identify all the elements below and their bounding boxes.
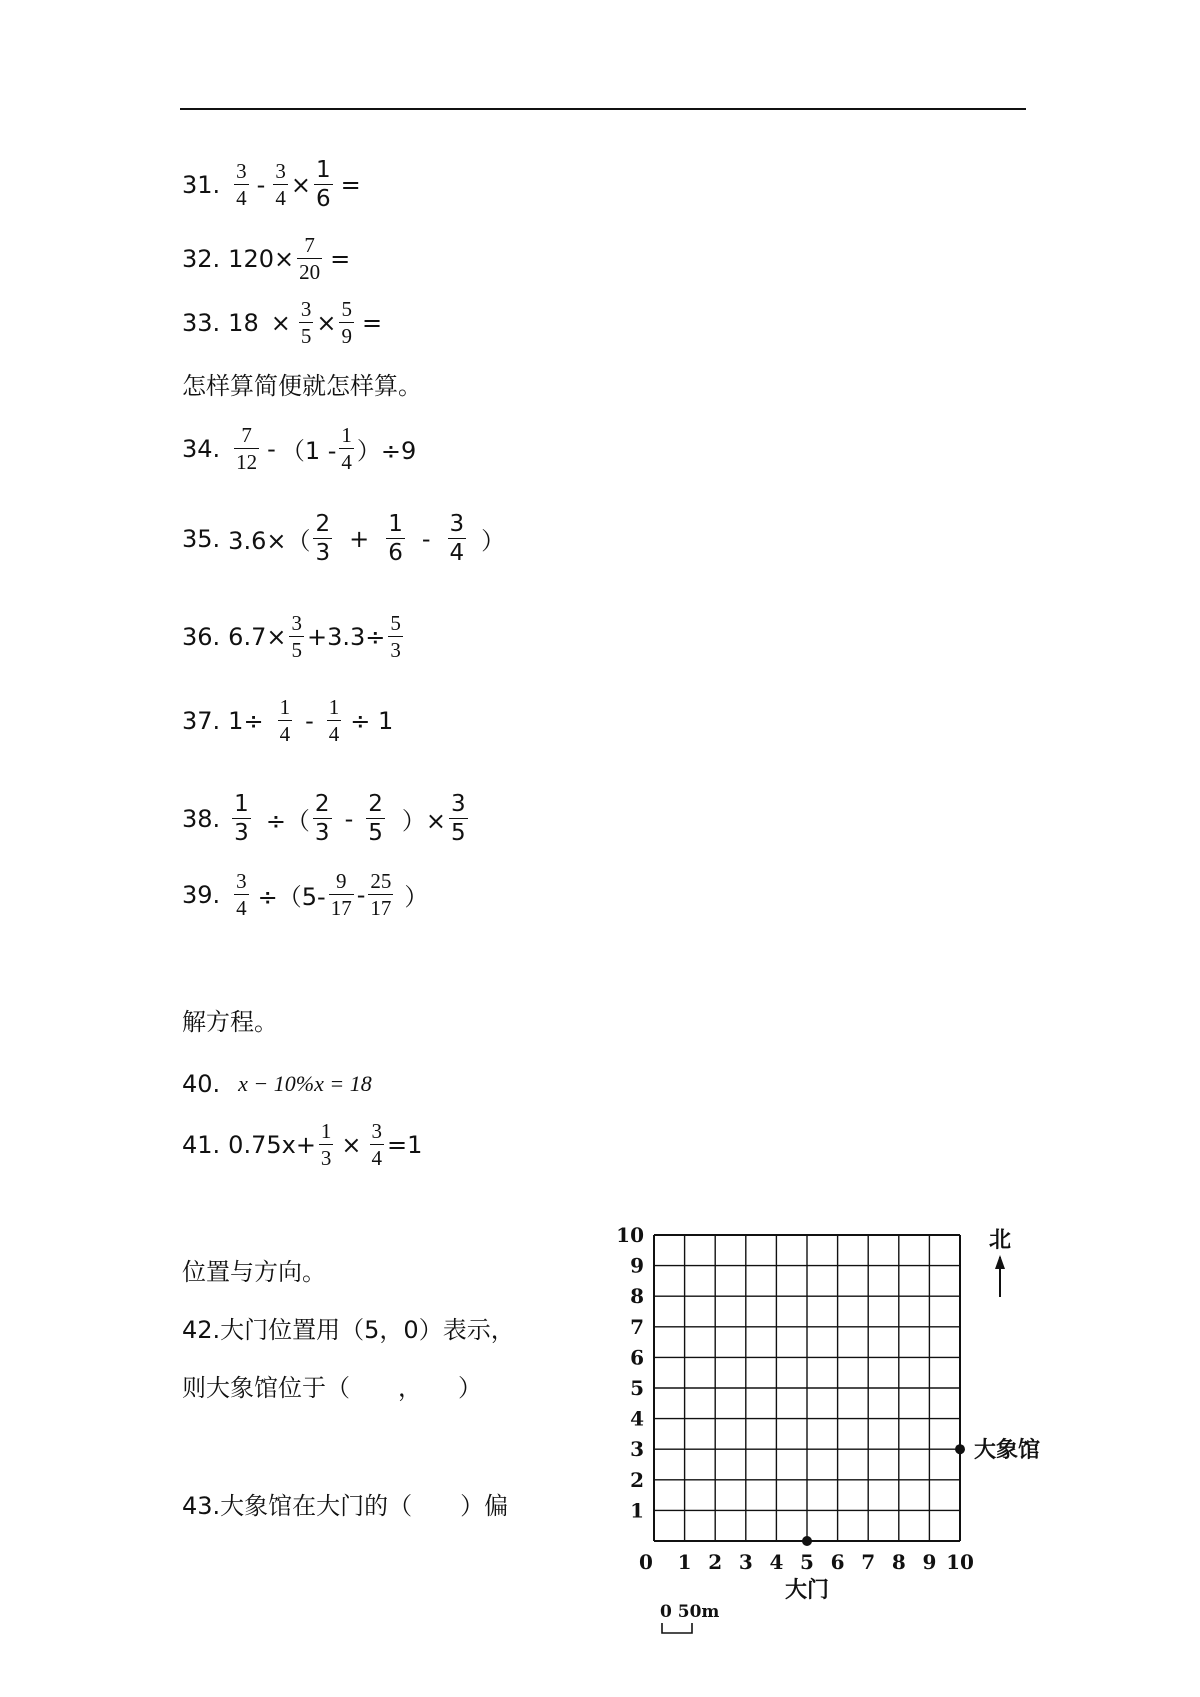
section-heading-simplify: 怎样算简便就怎样算。 [182,372,422,400]
problem-37: 37. 1÷ $\frac{1}{4}$ - $\frac{1}{4}$ ÷ 1 [182,695,394,747]
fraction: $\frac{5}{9}$ [341,297,352,349]
fraction: $\frac{7}{12}$ [236,423,258,475]
problem-number: 38. [182,804,221,833]
fraction: $\frac{3}{5}$ [300,297,312,349]
fraction: $\frac{1}{4}$ [279,695,291,747]
fraction: $\frac{2}{3}$ [315,511,331,567]
fraction: $\frac{2}{3}$ [314,791,330,847]
problem-40 [182,1070,372,1098]
gate-label: 大门 [784,1577,830,1603]
problem-number: 34. [182,434,221,463]
problem-number: 31. [182,170,221,199]
coordinate-grid [600,1210,1060,1650]
problem-34: 34. $\frac{7}{12}$ - （1 - $\frac{1}{4}$ ）÷9 [182,423,417,475]
problem-number: 33. [182,308,221,337]
fraction: $\frac{3}{5}$ [291,611,302,663]
gate-point [802,1536,812,1546]
header-rule [180,108,1026,110]
problem-33: 33. 18 × $\frac{3}{5}$ × $\frac{5}{9}$ = [182,297,383,349]
problem-39: 39. $\frac{3}{4}$ ÷（5- $\frac{9}{17}$ - $\frac{25}{17}$ ） [182,869,429,921]
fraction: $\frac{1}{4}$ [328,695,340,747]
problem-number: 36. [182,622,221,651]
equation-expression: x − 10%x = 18 [238,1071,372,1096]
x-tick-label: 9 [922,1550,937,1574]
scale-label: 0 50m [660,1602,720,1622]
y-tick-label: 9 [630,1253,644,1278]
fraction: $\frac{1}{3}$ [234,791,249,847]
x-tick-label: 7 [861,1550,876,1574]
problem-number: 35. [182,524,221,553]
x-tick-label: 8 [891,1550,906,1574]
fraction: $\frac{1}{3}$ [320,1119,332,1171]
fraction: $\frac{25}{17}$ [370,869,392,921]
problem-number: 41. [182,1130,221,1159]
north-arrow-icon [995,1255,1005,1269]
problem-32: 32. 120× $\frac{7}{20}$ = [182,233,351,285]
problem-number: 40. [182,1070,221,1098]
y-tick-label: 6 [630,1345,644,1370]
y-tick-label: 3 [630,1437,644,1462]
y-tick-label: 5 [630,1376,644,1400]
problem-number: 32. [182,244,221,273]
fraction: $\frac{3}{4}$ [275,159,286,211]
scale-bar [662,1623,692,1633]
problem-number: 37. [182,706,221,735]
question-42-line2: 则大象馆位于（ ， ） [182,1374,482,1402]
fraction: $\frac{3}{5}$ [450,791,466,847]
y-tick-label: 7 [630,1314,644,1339]
elephant-hall-label: 大象馆 [974,1437,1041,1464]
section-heading-position: 位置与方向。 [182,1258,326,1286]
fraction: $\frac{7}{20}$ [299,233,321,285]
fraction: $\frac{9}{17}$ [330,869,352,921]
problem-41: 41. 0.75x+ $\frac{1}{3}$ × $\frac{3}{4}$ =1 [182,1119,423,1171]
north-label: 北 [988,1227,1012,1253]
x-tick-label: 3 [738,1550,753,1574]
y-tick-label: 2 [630,1467,644,1492]
y-tick-label: 1 [630,1498,644,1523]
fraction: $\frac{3}{4}$ [371,1119,383,1171]
fraction: $\frac{1}{6}$ [388,511,403,567]
fraction: $\frac{3}{4}$ [449,511,465,567]
fraction: $\frac{5}{3}$ [390,611,401,663]
problem-36: 36. 6.7× $\frac{3}{5}$ +3.3÷ $\frac{5}{3}$ [182,611,401,663]
problem-31: 31. $\frac{3}{4}$ - $\frac{3}{4}$ × $\frac{1}{6}$ = [182,157,361,213]
x-tick-label: 0 [639,1550,653,1574]
fraction: $\frac{3}{4}$ [236,869,247,921]
problem-number: 39. [182,880,221,909]
fraction: $\frac{1}{6}$ [315,157,331,213]
y-tick-label: 4 [630,1406,644,1431]
fraction: $\frac{2}{5}$ [368,791,383,847]
x-tick-label: 4 [769,1550,784,1574]
x-tick-label: 6 [830,1550,845,1574]
x-tick-label: 2 [708,1550,723,1574]
question-42-line1: 42.大门位置用（5，0）表示， [182,1316,515,1344]
section-heading-equation: 解方程。 [182,1008,278,1036]
fraction: $\frac{1}{4}$ [341,423,352,475]
y-tick-label: 8 [630,1284,644,1309]
x-tick-label: 1 [677,1550,692,1574]
x-tick-label: 5 [800,1550,814,1574]
x-tick-label: 10 [946,1550,974,1574]
fraction: $\frac{3}{4}$ [236,159,247,211]
y-tick-label: 10 [616,1223,644,1247]
question-43: 43.大象馆在大门的（ ）偏 [182,1492,509,1520]
problem-35: 35. 3.6×（ $\frac{2}{3}$ + $\frac{1}{6}$ - $\frac{3}{4}$ ） [182,511,506,567]
elephant-hall-point [955,1444,965,1454]
problem-38: 38. $\frac{1}{3}$ ÷（ $\frac{2}{3}$ - $\frac{2}{5}$ ）× $\frac{3}{5}$ [182,791,466,847]
